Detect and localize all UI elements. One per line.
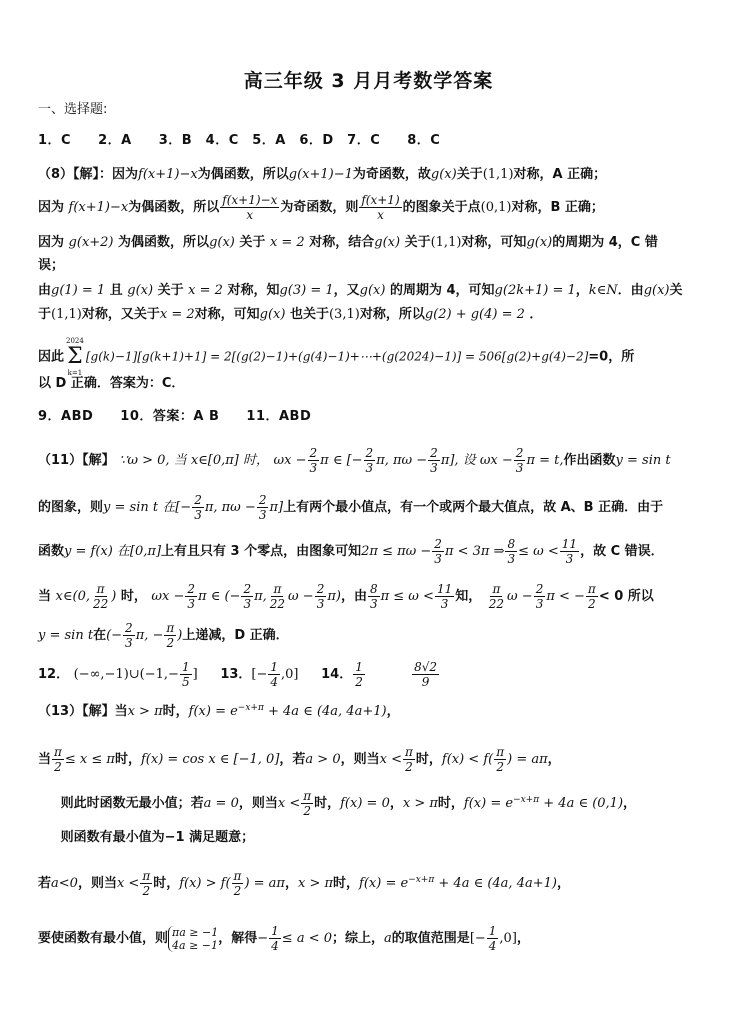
section-heading-choice: 一、选择题: [38, 102, 108, 117]
q8-line-1: （8）【解】：因为f(x+1)−x为偶函数，所以g(x+1)−1为奇函数，故g(x)关于(1,1)对称，A 正确； [38, 167, 607, 182]
q11-line-1: （11）【解】 ∵ω > 0, 当 x∈[0,π] 时， ωx − $\frac{2}{3}$ π ∈ [− $\frac{2}{3}$ π, πω − $\frac{2}{3}$ π], 设 ωx − $\frac{2}{3}$ π = t,作出函数y = sin t [38, 446, 671, 475]
page-title: 高三年级 3 月月考数学答案 [243, 70, 494, 92]
q11-line-2: 的图象，则y = sin t 在[− $\frac{2}{3}$ π, πω − $\frac{2}{3}$ π]上有两个最小值点，有一个或两个最大值点，故 A、B 正确．由于 [38, 493, 664, 522]
q8-line-8: 以 D 正确．答案为：C． [38, 376, 185, 391]
q11-line-4: 当 x∈(0, $\frac{\pi}{22}$ ) 时， ωx − $\frac{2}{3}$ π ∈ (− $\frac{2}{3}$ π, $\frac{\pi}{22}$ ω − $\frac{2}{3}$ π)，由 $\frac{8}{3}$ π ≤ ω < $\frac{11}{3}$ 知， $\frac{\pi}{22}$ ω − $\frac{2}{3}$ π < − $\frac{\pi}{2}$ < 0 所以 [38, 582, 654, 611]
q13-line-5: 若a<0，则当x < $\frac{\pi}{2}$ 时，f(x) > f( $\frac{\pi}{2}$ ) = aπ，x > π时，$f(x) = e^{-x+\pi} + 4a$ ∈ (4a, 4a+1)， [38, 869, 570, 898]
q13-line-3: 则此时函数无最小值；若a = 0，则当x < $\frac{\pi}{2}$ 时，f(x) = 0，x > π时，$f(x) = e^{-x+\pi} + 4a$ ∈ (0,1)， [60, 789, 637, 818]
q13-line-2: 当 $\frac{\pi}{2}$ ≤ x ≤ π时，f(x) = cos x ∈ [−1, 0]，若a > 0，则当x < $\frac{\pi}{2}$ 时，f(x) < f( $\frac{\pi}{2}$ ) = aπ， [38, 745, 561, 774]
q8-line-5: 由g(1) = 1 且 g(x) 关于 x = 2 对称，知g(3) = 1，又g(x) 的周期为 4，可知g(2k+1) = 1，k∈N．由g(x)关 [38, 283, 683, 298]
q13-line-1: （13）【解】当x > π时，$f(x) = e^{-x+\pi} + 4a$ ∈ (4a, 4a+1)， [38, 703, 400, 719]
q11-line-5: y = sin t在(− $\frac{2}{3}$ π, − $\frac{\pi}{2}$ )上递减，D 正确． [38, 621, 289, 650]
answers-1-8: 1．C 2．A 3．B 4．C 5．A 6．D 7．C 8．C [38, 133, 441, 148]
q13-line-6: 要使函数有最小值，则 πa ≥ −1 4a ≥ −1 ，解得− $\frac{1}{4}$ ≤ a < 0；综上，a的取值范围是[− $\frac{1}{4}$ ,0]， [38, 924, 530, 953]
q8-line-6: 于(1,1)对称，又关于x = 2对称，可知g(x) 也关于(3,1)对称，所以g(2) + g(4) = 2 ． [38, 307, 543, 322]
q8-line-4: 误； [38, 258, 65, 273]
answers-9-11: 9．ABD 10．答案：A B 11．ABD [38, 409, 312, 424]
q8-line-3: 因为 g(x+2) 为偶函数，所以g(x) 关于 x = 2 对称，结合g(x) 关于(1,1)对称，可知g(x)的周期为 4，C 错 [38, 235, 658, 250]
q8-line-7-sum: 因此 2024 Σ k=1 [g(k)−1][g(k+1)+1] = 2[(g(2)−1)+(g(4)−1)+⋯+(g(2024)−1)] = 506[g(2)+g(4)−2]=0，所 [38, 337, 635, 377]
q13-line-4: 则函数有最小值为−1 满足题意； [60, 830, 255, 845]
q8-line-2: 因为 f(x+1)−x为偶函数，所以 $\frac{f(x+1)-x}{x}$ 为奇函数，则 $\frac{f(x+1)}{x}$ 的图象关于点(0,1)对称，B 正确； [38, 193, 604, 222]
q11-line-3: 函数y = f(x) 在[0,π]上有且只有 3 个零点，由图象可知2π ≤ πω − $\frac{2}{3}$ π < 3π ⇒ $\frac{8}{3}$ ≤ ω < $\frac{11}{3}$ ，故 C 错误． [38, 537, 664, 566]
answers-12-14: 12． (−∞,−1)∪(−1,− $\frac{1}{5}$ ] 13．[− $\frac{1}{4}$ ,0] 14． $\frac{1}{2}$ $\frac{8√2}{9}$ [38, 660, 438, 689]
